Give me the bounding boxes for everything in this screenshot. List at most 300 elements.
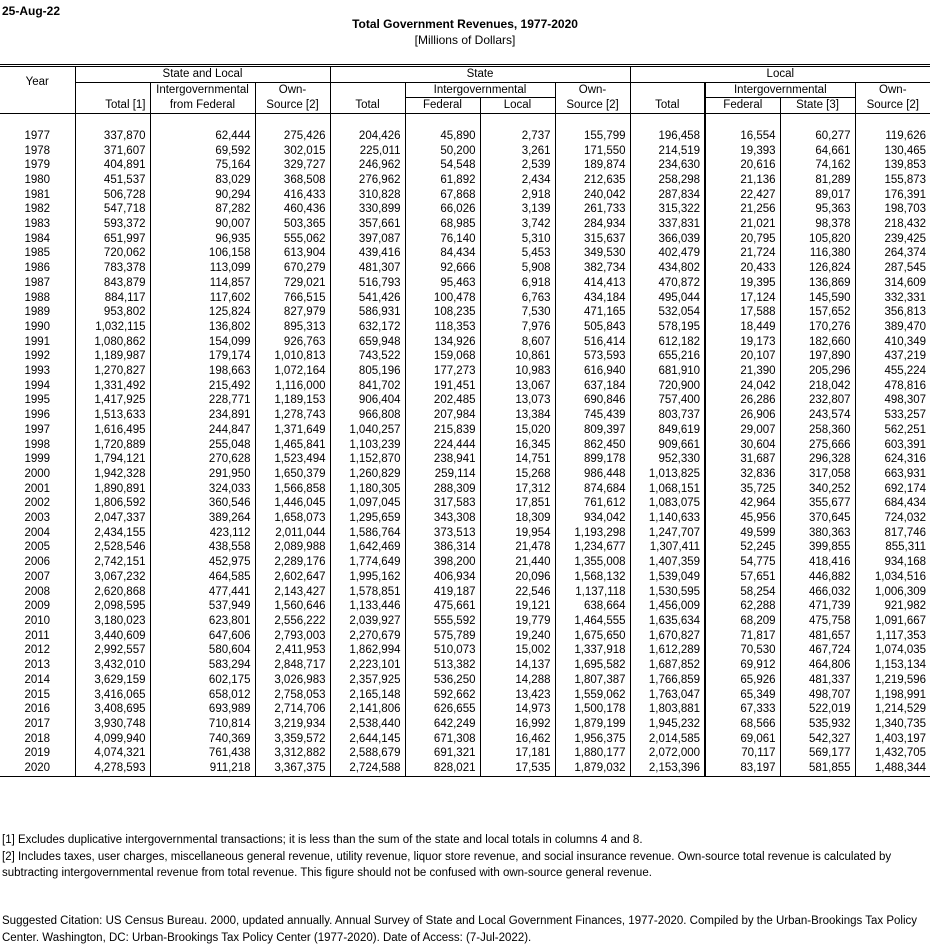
cell-st-own-source: 212,635 — [555, 173, 630, 188]
cell-st-federal: 207,984 — [405, 408, 480, 423]
cell-sl-total: 1,806,592 — [75, 496, 150, 511]
table-row — [0, 158, 930, 173]
cell-st-local: 17,851 — [480, 496, 555, 511]
cell-lo-state: 466,032 — [780, 585, 855, 600]
cell-st-own-source: 240,042 — [555, 188, 630, 203]
cell-st-local: 2,539 — [480, 158, 555, 173]
cell-lo-own-source: 498,307 — [855, 393, 930, 408]
table-row — [0, 629, 930, 644]
cell-lo-federal: 57,651 — [705, 570, 780, 585]
cell-lo-state: 370,645 — [780, 511, 855, 526]
cell-lo-own-source: 624,316 — [855, 452, 930, 467]
cell-lo-state: 569,177 — [780, 746, 855, 761]
cell-lo-total: 1,247,707 — [630, 526, 705, 541]
cell-sl-own-source: 1,658,073 — [255, 511, 330, 526]
cell-st-local: 10,861 — [480, 349, 555, 364]
cell-st-own-source: 1,880,177 — [555, 746, 630, 761]
cell-sl-intergov-federal: 113,099 — [150, 261, 255, 276]
cell-st-federal: 406,934 — [405, 570, 480, 585]
cell-st-local: 17,181 — [480, 746, 555, 761]
cell-lo-state: 317,058 — [780, 467, 855, 482]
cell-st-local: 7,530 — [480, 305, 555, 320]
cell-st-total: 2,538,440 — [330, 717, 405, 732]
cell-year: 1994 — [24, 379, 51, 392]
cell-lo-own-source: 176,391 — [855, 188, 930, 203]
cell-st-federal: 177,273 — [405, 364, 480, 379]
cell-st-local: 10,983 — [480, 364, 555, 379]
cell-st-total: 1,260,829 — [330, 467, 405, 482]
cell-st-total: 2,644,145 — [330, 732, 405, 747]
cell-st-own-source: 434,184 — [555, 291, 630, 306]
cell-st-own-source: 382,734 — [555, 261, 630, 276]
cell-lo-total: 1,407,359 — [630, 555, 705, 570]
cell-lo-federal: 16,554 — [705, 129, 780, 144]
cell-st-total: 1,774,649 — [330, 555, 405, 570]
cell-st-own-source: 1,879,199 — [555, 717, 630, 732]
cell-st-own-source: 349,530 — [555, 246, 630, 261]
cell-lo-state: 218,042 — [780, 379, 855, 394]
cell-lo-state: 481,657 — [780, 629, 855, 644]
cell-lo-total: 655,216 — [630, 349, 705, 364]
cell-lo-state: 116,380 — [780, 246, 855, 261]
cell-lo-own-source: 1,432,705 — [855, 746, 930, 761]
header-group-local: Local — [630, 67, 930, 82]
cell-year: 1996 — [24, 409, 51, 422]
cell-st-own-source: 516,414 — [555, 335, 630, 350]
cell-lo-own-source: 119,626 — [855, 129, 930, 144]
cell-year: 2010 — [24, 615, 51, 627]
table-row — [0, 438, 930, 453]
cell-sl-own-source: 3,359,572 — [255, 732, 330, 747]
cell-st-federal: 671,308 — [405, 732, 480, 747]
cell-sl-own-source: 302,015 — [255, 144, 330, 159]
cell-sl-total: 1,942,328 — [75, 467, 150, 482]
cell-st-local: 14,137 — [480, 658, 555, 673]
revenue-table — [0, 67, 930, 777]
cell-lo-federal: 45,956 — [705, 511, 780, 526]
cell-lo-state: 157,652 — [780, 305, 855, 320]
page-title: Total Government Revenues, 1977-2020 — [352, 17, 578, 31]
cell-sl-intergov-federal: 90,007 — [150, 217, 255, 232]
cell-lo-own-source: 332,331 — [855, 291, 930, 306]
cell-st-total: 357,661 — [330, 217, 405, 232]
cell-st-total: 906,404 — [330, 393, 405, 408]
cell-sl-total: 884,117 — [75, 291, 150, 306]
cell-st-federal: 100,478 — [405, 291, 480, 306]
cell-sl-own-source: 1,446,045 — [255, 496, 330, 511]
header-lo-own-line2: Source [2] — [855, 98, 930, 114]
cell-st-own-source: 638,664 — [555, 599, 630, 614]
cell-sl-intergov-federal: 179,174 — [150, 349, 255, 364]
cell-sl-total: 506,728 — [75, 188, 150, 203]
header-st-total: Total — [330, 98, 405, 114]
cell-sl-intergov-federal: 761,438 — [150, 746, 255, 761]
cell-sl-intergov-federal: 125,824 — [150, 305, 255, 320]
cell-st-federal: 92,666 — [405, 261, 480, 276]
cell-year: 1984 — [24, 232, 51, 245]
cell-lo-state: 542,327 — [780, 732, 855, 747]
cell-sl-total: 4,074,321 — [75, 746, 150, 761]
cell-lo-own-source: 684,434 — [855, 496, 930, 511]
cell-st-local: 19,121 — [480, 599, 555, 614]
header-lo-own-line1: Own- — [855, 82, 930, 98]
cell-st-federal: 513,382 — [405, 658, 480, 673]
cell-sl-intergov-federal: 154,099 — [150, 335, 255, 350]
cell-st-local: 15,002 — [480, 643, 555, 658]
table-row — [0, 467, 930, 482]
cell-sl-intergov-federal: 90,294 — [150, 188, 255, 203]
cell-sl-own-source: 1,560,646 — [255, 599, 330, 614]
cell-st-local: 6,763 — [480, 291, 555, 306]
cell-lo-own-source: 155,873 — [855, 173, 930, 188]
header-sl-total-spacer — [75, 82, 150, 98]
cell-sl-intergov-federal: 360,546 — [150, 496, 255, 511]
cell-year: 2013 — [24, 659, 51, 672]
footnotes — [2, 832, 928, 882]
table-row — [0, 526, 930, 541]
cell-sl-total: 3,440,609 — [75, 629, 150, 644]
cell-st-total: 1,103,239 — [330, 438, 405, 453]
cell-lo-own-source: 218,432 — [855, 217, 930, 232]
cell-lo-federal: 18,449 — [705, 320, 780, 335]
cell-sl-total: 371,607 — [75, 144, 150, 159]
cell-sl-own-source: 827,979 — [255, 305, 330, 320]
cell-lo-own-source: 356,813 — [855, 305, 930, 320]
cell-sl-own-source: 1,371,649 — [255, 423, 330, 438]
cell-st-total: 1,642,469 — [330, 540, 405, 555]
cell-sl-own-source: 1,189,153 — [255, 393, 330, 408]
cell-st-own-source: 1,234,677 — [555, 540, 630, 555]
cell-lo-state: 243,574 — [780, 408, 855, 423]
cell-year: 2016 — [24, 703, 51, 716]
cell-st-own-source: 1,807,387 — [555, 673, 630, 688]
cell-lo-own-source: 1,340,735 — [855, 717, 930, 732]
cell-lo-total: 1,766,859 — [630, 673, 705, 688]
cell-st-federal: 828,021 — [405, 761, 480, 776]
header-year: Year — [25, 76, 49, 89]
table-row — [0, 599, 930, 614]
cell-lo-own-source: 855,311 — [855, 540, 930, 555]
cell-st-federal: 54,548 — [405, 158, 480, 173]
cell-sl-total: 651,997 — [75, 232, 150, 247]
cell-sl-own-source: 3,219,934 — [255, 717, 330, 732]
cell-year: 2002 — [24, 497, 51, 510]
cell-sl-intergov-federal: 583,294 — [150, 658, 255, 673]
cell-st-own-source: 505,843 — [555, 320, 630, 335]
header-group-state: State — [330, 67, 630, 82]
cell-sl-own-source: 368,508 — [255, 173, 330, 188]
cell-lo-own-source: 533,257 — [855, 408, 930, 423]
cell-lo-own-source: 1,198,991 — [855, 688, 930, 703]
cell-st-federal: 691,321 — [405, 746, 480, 761]
cell-st-federal: 373,513 — [405, 526, 480, 541]
cell-year: 1987 — [24, 276, 51, 289]
cell-sl-total: 3,067,232 — [75, 570, 150, 585]
table-row — [0, 452, 930, 467]
cell-lo-total: 470,872 — [630, 276, 705, 291]
cell-st-local: 15,268 — [480, 467, 555, 482]
cell-lo-total: 337,831 — [630, 217, 705, 232]
cell-lo-federal: 20,433 — [705, 261, 780, 276]
cell-sl-total: 1,032,115 — [75, 320, 150, 335]
cell-lo-own-source: 1,214,529 — [855, 702, 930, 717]
header-sl-total: Total [1] — [75, 98, 150, 114]
cell-st-federal: 555,592 — [405, 614, 480, 629]
table-row — [0, 555, 930, 570]
cell-lo-federal: 21,724 — [705, 246, 780, 261]
cell-st-federal: 642,249 — [405, 717, 480, 732]
header-lo-federal: Federal — [705, 98, 780, 114]
cell-sl-own-source: 1,278,743 — [255, 408, 330, 423]
cell-lo-total: 1,456,009 — [630, 599, 705, 614]
cell-lo-state: 170,276 — [780, 320, 855, 335]
cell-lo-own-source: 663,931 — [855, 467, 930, 482]
cell-st-total: 204,426 — [330, 129, 405, 144]
cell-st-federal: 536,250 — [405, 673, 480, 688]
cell-sl-intergov-federal: 117,602 — [150, 291, 255, 306]
cell-lo-total: 1,068,151 — [630, 482, 705, 497]
cell-lo-total: 849,619 — [630, 423, 705, 438]
cell-lo-own-source: 198,703 — [855, 202, 930, 217]
cell-year: 1992 — [24, 350, 51, 363]
cell-lo-federal: 69,061 — [705, 732, 780, 747]
cell-lo-federal: 49,599 — [705, 526, 780, 541]
cell-sl-own-source: 926,763 — [255, 335, 330, 350]
cell-year: 2012 — [24, 644, 51, 657]
table-row — [0, 408, 930, 423]
cell-year: 1977 — [24, 129, 51, 142]
cell-st-local: 21,478 — [480, 540, 555, 555]
cell-sl-total: 2,098,595 — [75, 599, 150, 614]
cell-lo-total: 402,479 — [630, 246, 705, 261]
cell-st-local: 16,992 — [480, 717, 555, 732]
cell-sl-total: 2,742,151 — [75, 555, 150, 570]
cell-st-federal: 108,235 — [405, 305, 480, 320]
cell-year: 1999 — [24, 453, 51, 466]
cell-year: 2009 — [24, 600, 51, 613]
table-row — [0, 261, 930, 276]
cell-st-total: 481,307 — [330, 261, 405, 276]
table-row — [0, 188, 930, 203]
cell-year: 1991 — [24, 335, 51, 348]
cell-st-local: 2,434 — [480, 173, 555, 188]
cell-sl-total: 3,416,065 — [75, 688, 150, 703]
cell-st-local: 16,345 — [480, 438, 555, 453]
cell-lo-total: 1,670,827 — [630, 629, 705, 644]
cell-lo-state: 581,855 — [780, 761, 855, 776]
cell-lo-federal: 71,817 — [705, 629, 780, 644]
cell-sl-total: 1,417,925 — [75, 393, 150, 408]
cell-sl-total: 843,879 — [75, 276, 150, 291]
cell-year: 2004 — [24, 526, 51, 539]
cell-lo-total: 1,539,049 — [630, 570, 705, 585]
header-year-spacer — [0, 98, 75, 114]
cell-lo-state: 145,590 — [780, 291, 855, 306]
cell-st-total: 2,141,806 — [330, 702, 405, 717]
cell-sl-own-source: 1,465,841 — [255, 438, 330, 453]
cell-sl-own-source: 670,279 — [255, 261, 330, 276]
cell-st-own-source: 1,355,008 — [555, 555, 630, 570]
cell-year: 1981 — [24, 188, 51, 201]
cell-lo-federal: 67,333 — [705, 702, 780, 717]
cell-year: 2015 — [24, 688, 51, 701]
cell-st-total: 805,196 — [330, 364, 405, 379]
cell-sl-intergov-federal: 537,949 — [150, 599, 255, 614]
cell-st-own-source: 1,193,298 — [555, 526, 630, 541]
cell-year: 2011 — [24, 629, 50, 642]
cell-st-federal: 45,890 — [405, 129, 480, 144]
cell-st-total: 1,995,162 — [330, 570, 405, 585]
cell-st-local: 3,742 — [480, 217, 555, 232]
table-row — [0, 511, 930, 526]
cell-st-federal: 76,140 — [405, 232, 480, 247]
table-row — [0, 673, 930, 688]
cell-lo-own-source: 455,224 — [855, 364, 930, 379]
cell-lo-total: 1,612,289 — [630, 643, 705, 658]
cell-st-federal: 386,314 — [405, 540, 480, 555]
cell-lo-state: 464,806 — [780, 658, 855, 673]
table-row — [0, 320, 930, 335]
cell-sl-intergov-federal: 693,989 — [150, 702, 255, 717]
cell-lo-state: 205,296 — [780, 364, 855, 379]
table-row — [0, 614, 930, 629]
cell-sl-total: 953,802 — [75, 305, 150, 320]
cell-sl-own-source: 3,026,983 — [255, 673, 330, 688]
cell-sl-intergov-federal: 438,558 — [150, 540, 255, 555]
cell-lo-own-source: 437,219 — [855, 349, 930, 364]
cell-st-total: 1,152,870 — [330, 452, 405, 467]
cell-sl-own-source: 1,072,164 — [255, 364, 330, 379]
header-st-federal: Federal — [405, 98, 480, 114]
table-row — [0, 746, 930, 761]
cell-lo-own-source: 724,032 — [855, 511, 930, 526]
cell-lo-own-source: 264,374 — [855, 246, 930, 261]
cell-sl-total: 3,432,010 — [75, 658, 150, 673]
cell-lo-total: 1,140,633 — [630, 511, 705, 526]
cell-lo-state: 418,416 — [780, 555, 855, 570]
cell-lo-federal: 20,795 — [705, 232, 780, 247]
cell-sl-own-source: 2,411,953 — [255, 643, 330, 658]
cell-lo-state: 275,666 — [780, 438, 855, 453]
cell-sl-own-source: 1,650,379 — [255, 467, 330, 482]
cell-st-local: 14,973 — [480, 702, 555, 717]
cell-sl-own-source: 729,021 — [255, 276, 330, 291]
cell-lo-total: 1,307,411 — [630, 540, 705, 555]
cell-st-local: 14,751 — [480, 452, 555, 467]
cell-st-local: 21,440 — [480, 555, 555, 570]
cell-sl-intergov-federal: 623,801 — [150, 614, 255, 629]
cell-st-federal: 398,200 — [405, 555, 480, 570]
cell-lo-own-source: 478,816 — [855, 379, 930, 394]
cell-year: 1993 — [24, 365, 51, 378]
cell-st-federal: 419,187 — [405, 585, 480, 600]
page-subtitle: [Millions of Dollars] — [414, 33, 516, 47]
cell-sl-intergov-federal: 62,444 — [150, 129, 255, 144]
cell-sl-own-source: 3,367,375 — [255, 761, 330, 776]
cell-lo-federal: 20,107 — [705, 349, 780, 364]
table-row — [0, 129, 930, 144]
cell-lo-total: 495,044 — [630, 291, 705, 306]
cell-lo-total: 1,083,075 — [630, 496, 705, 511]
cell-lo-federal: 22,427 — [705, 188, 780, 203]
cell-st-own-source: 745,439 — [555, 408, 630, 423]
table-row — [0, 364, 930, 379]
cell-st-federal: 118,353 — [405, 320, 480, 335]
header-sl-own-line1: Own- — [255, 82, 330, 98]
cell-sl-own-source: 2,289,176 — [255, 555, 330, 570]
cell-sl-intergov-federal: 423,112 — [150, 526, 255, 541]
cell-st-own-source: 1,879,032 — [555, 761, 630, 776]
cell-sl-total: 593,372 — [75, 217, 150, 232]
table-row — [0, 232, 930, 247]
cell-lo-total: 214,519 — [630, 144, 705, 159]
cell-lo-federal: 65,349 — [705, 688, 780, 703]
cell-st-total: 225,011 — [330, 144, 405, 159]
cell-sl-intergov-federal: 75,164 — [150, 158, 255, 173]
cell-year: 1978 — [24, 144, 51, 157]
cell-lo-own-source: 603,391 — [855, 438, 930, 453]
cell-sl-intergov-federal: 389,264 — [150, 511, 255, 526]
cell-year: 2007 — [24, 570, 51, 583]
cell-lo-state: 232,807 — [780, 393, 855, 408]
cell-sl-total: 337,870 — [75, 129, 150, 144]
cell-st-federal: 202,485 — [405, 393, 480, 408]
table-row — [0, 335, 930, 350]
cell-st-federal: 224,444 — [405, 438, 480, 453]
cell-lo-state: 446,882 — [780, 570, 855, 585]
cell-lo-federal: 29,007 — [705, 423, 780, 438]
table-row — [0, 423, 930, 438]
cell-lo-state: 182,660 — [780, 335, 855, 350]
cell-st-total: 2,223,101 — [330, 658, 405, 673]
cell-sl-intergov-federal: 658,012 — [150, 688, 255, 703]
cell-lo-federal: 21,136 — [705, 173, 780, 188]
cell-sl-total: 1,270,827 — [75, 364, 150, 379]
cell-sl-own-source: 1,566,858 — [255, 482, 330, 497]
cell-lo-own-source: 692,174 — [855, 482, 930, 497]
cell-lo-total: 952,330 — [630, 452, 705, 467]
cell-sl-own-source: 1,010,813 — [255, 349, 330, 364]
table-row — [0, 570, 930, 585]
table-spacer-row — [0, 114, 930, 129]
cell-lo-own-source: 1,034,516 — [855, 570, 930, 585]
cell-lo-own-source: 921,982 — [855, 599, 930, 614]
cell-sl-intergov-federal: 291,950 — [150, 467, 255, 482]
cell-lo-own-source: 130,465 — [855, 144, 930, 159]
cell-sl-own-source: 2,758,053 — [255, 688, 330, 703]
cell-lo-own-source: 1,403,197 — [855, 732, 930, 747]
table-row — [0, 732, 930, 747]
cell-sl-total: 1,890,891 — [75, 482, 150, 497]
cell-lo-total: 2,153,396 — [630, 761, 705, 776]
cell-sl-intergov-federal: 255,048 — [150, 438, 255, 453]
cell-lo-total: 287,834 — [630, 188, 705, 203]
cell-lo-federal: 26,286 — [705, 393, 780, 408]
cell-lo-total: 196,458 — [630, 129, 705, 144]
cell-st-total: 276,962 — [330, 173, 405, 188]
header-sl-intergov-line1: Intergovernmental — [150, 82, 255, 98]
cell-lo-federal: 24,042 — [705, 379, 780, 394]
cell-sl-intergov-federal: 244,847 — [150, 423, 255, 438]
cell-lo-total: 1,635,634 — [630, 614, 705, 629]
cell-lo-federal: 21,256 — [705, 202, 780, 217]
cell-lo-total: 1,763,047 — [630, 688, 705, 703]
cell-lo-total: 2,014,585 — [630, 732, 705, 747]
cell-lo-state: 74,162 — [780, 158, 855, 173]
cell-st-own-source: 1,559,062 — [555, 688, 630, 703]
cell-lo-state: 340,252 — [780, 482, 855, 497]
cell-st-total: 1,295,659 — [330, 511, 405, 526]
